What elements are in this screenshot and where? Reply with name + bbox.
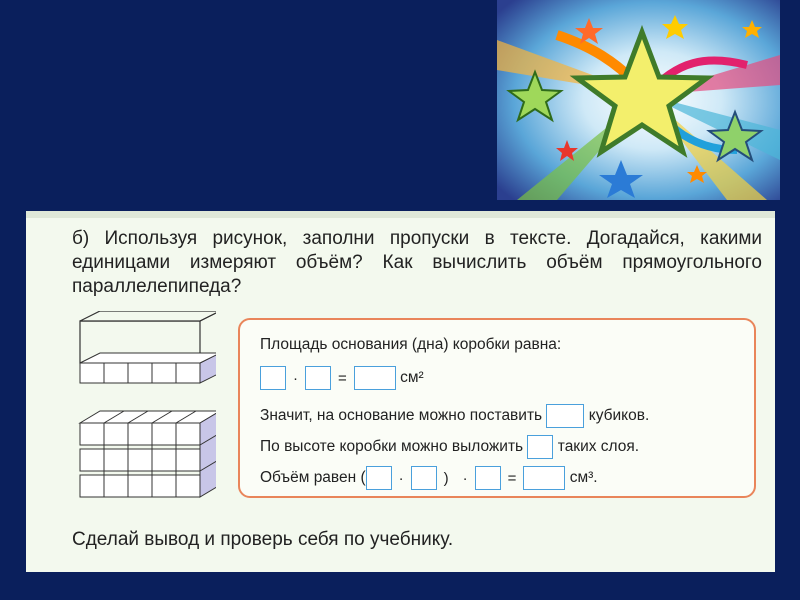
task-text: б) Используя рисунок, заполни пропуски в тексте. Догадайся, какими единицами измеряют объём? Как вычислить объём прямоугольного параллелепипеда? <box>72 228 762 297</box>
cubes-count-line <box>260 404 649 428</box>
blank-box[interactable] <box>366 466 392 490</box>
stars-illustration <box>497 0 780 200</box>
multiply-sign: · <box>293 369 298 387</box>
blank-box[interactable] <box>411 466 437 490</box>
close-paren: ) <box>443 469 449 487</box>
equals-sign: = <box>507 469 517 487</box>
area-formula-line <box>260 366 424 390</box>
blank-box[interactable] <box>354 366 396 390</box>
cubes-word: кубиков. <box>588 407 650 425</box>
blank-box[interactable] <box>527 435 553 459</box>
volume-line <box>260 466 598 490</box>
blank-box[interactable] <box>546 404 584 428</box>
unit-cm2: см² <box>400 369 424 387</box>
equals-sign: = <box>338 369 347 387</box>
cubes-illustration <box>66 311 216 511</box>
stars-picture <box>497 0 780 200</box>
blank-box[interactable] <box>475 466 501 490</box>
multiply-sign: · <box>462 469 468 487</box>
conclusion-text: Сделай вывод и проверь себя по учебнику. <box>72 529 454 550</box>
blank-box[interactable] <box>305 366 331 390</box>
cubes-count-text: Значит, на основание можно поставить <box>260 407 543 425</box>
textbook-page <box>26 211 775 572</box>
layers-text: По высоте коробки можно выложить <box>260 438 524 456</box>
fill-in-frame <box>238 318 756 498</box>
unit-cm3: см³. <box>569 469 598 487</box>
base-area-line: Площадь основания (дна) коробки равна: <box>260 336 562 353</box>
multiply-sign: · <box>398 469 404 487</box>
layers-line <box>260 435 639 459</box>
blank-box[interactable] <box>260 366 286 390</box>
blank-box[interactable] <box>523 466 565 490</box>
volume-text: Объём равен ( <box>260 469 366 487</box>
layers-word: таких слоя. <box>557 438 640 456</box>
